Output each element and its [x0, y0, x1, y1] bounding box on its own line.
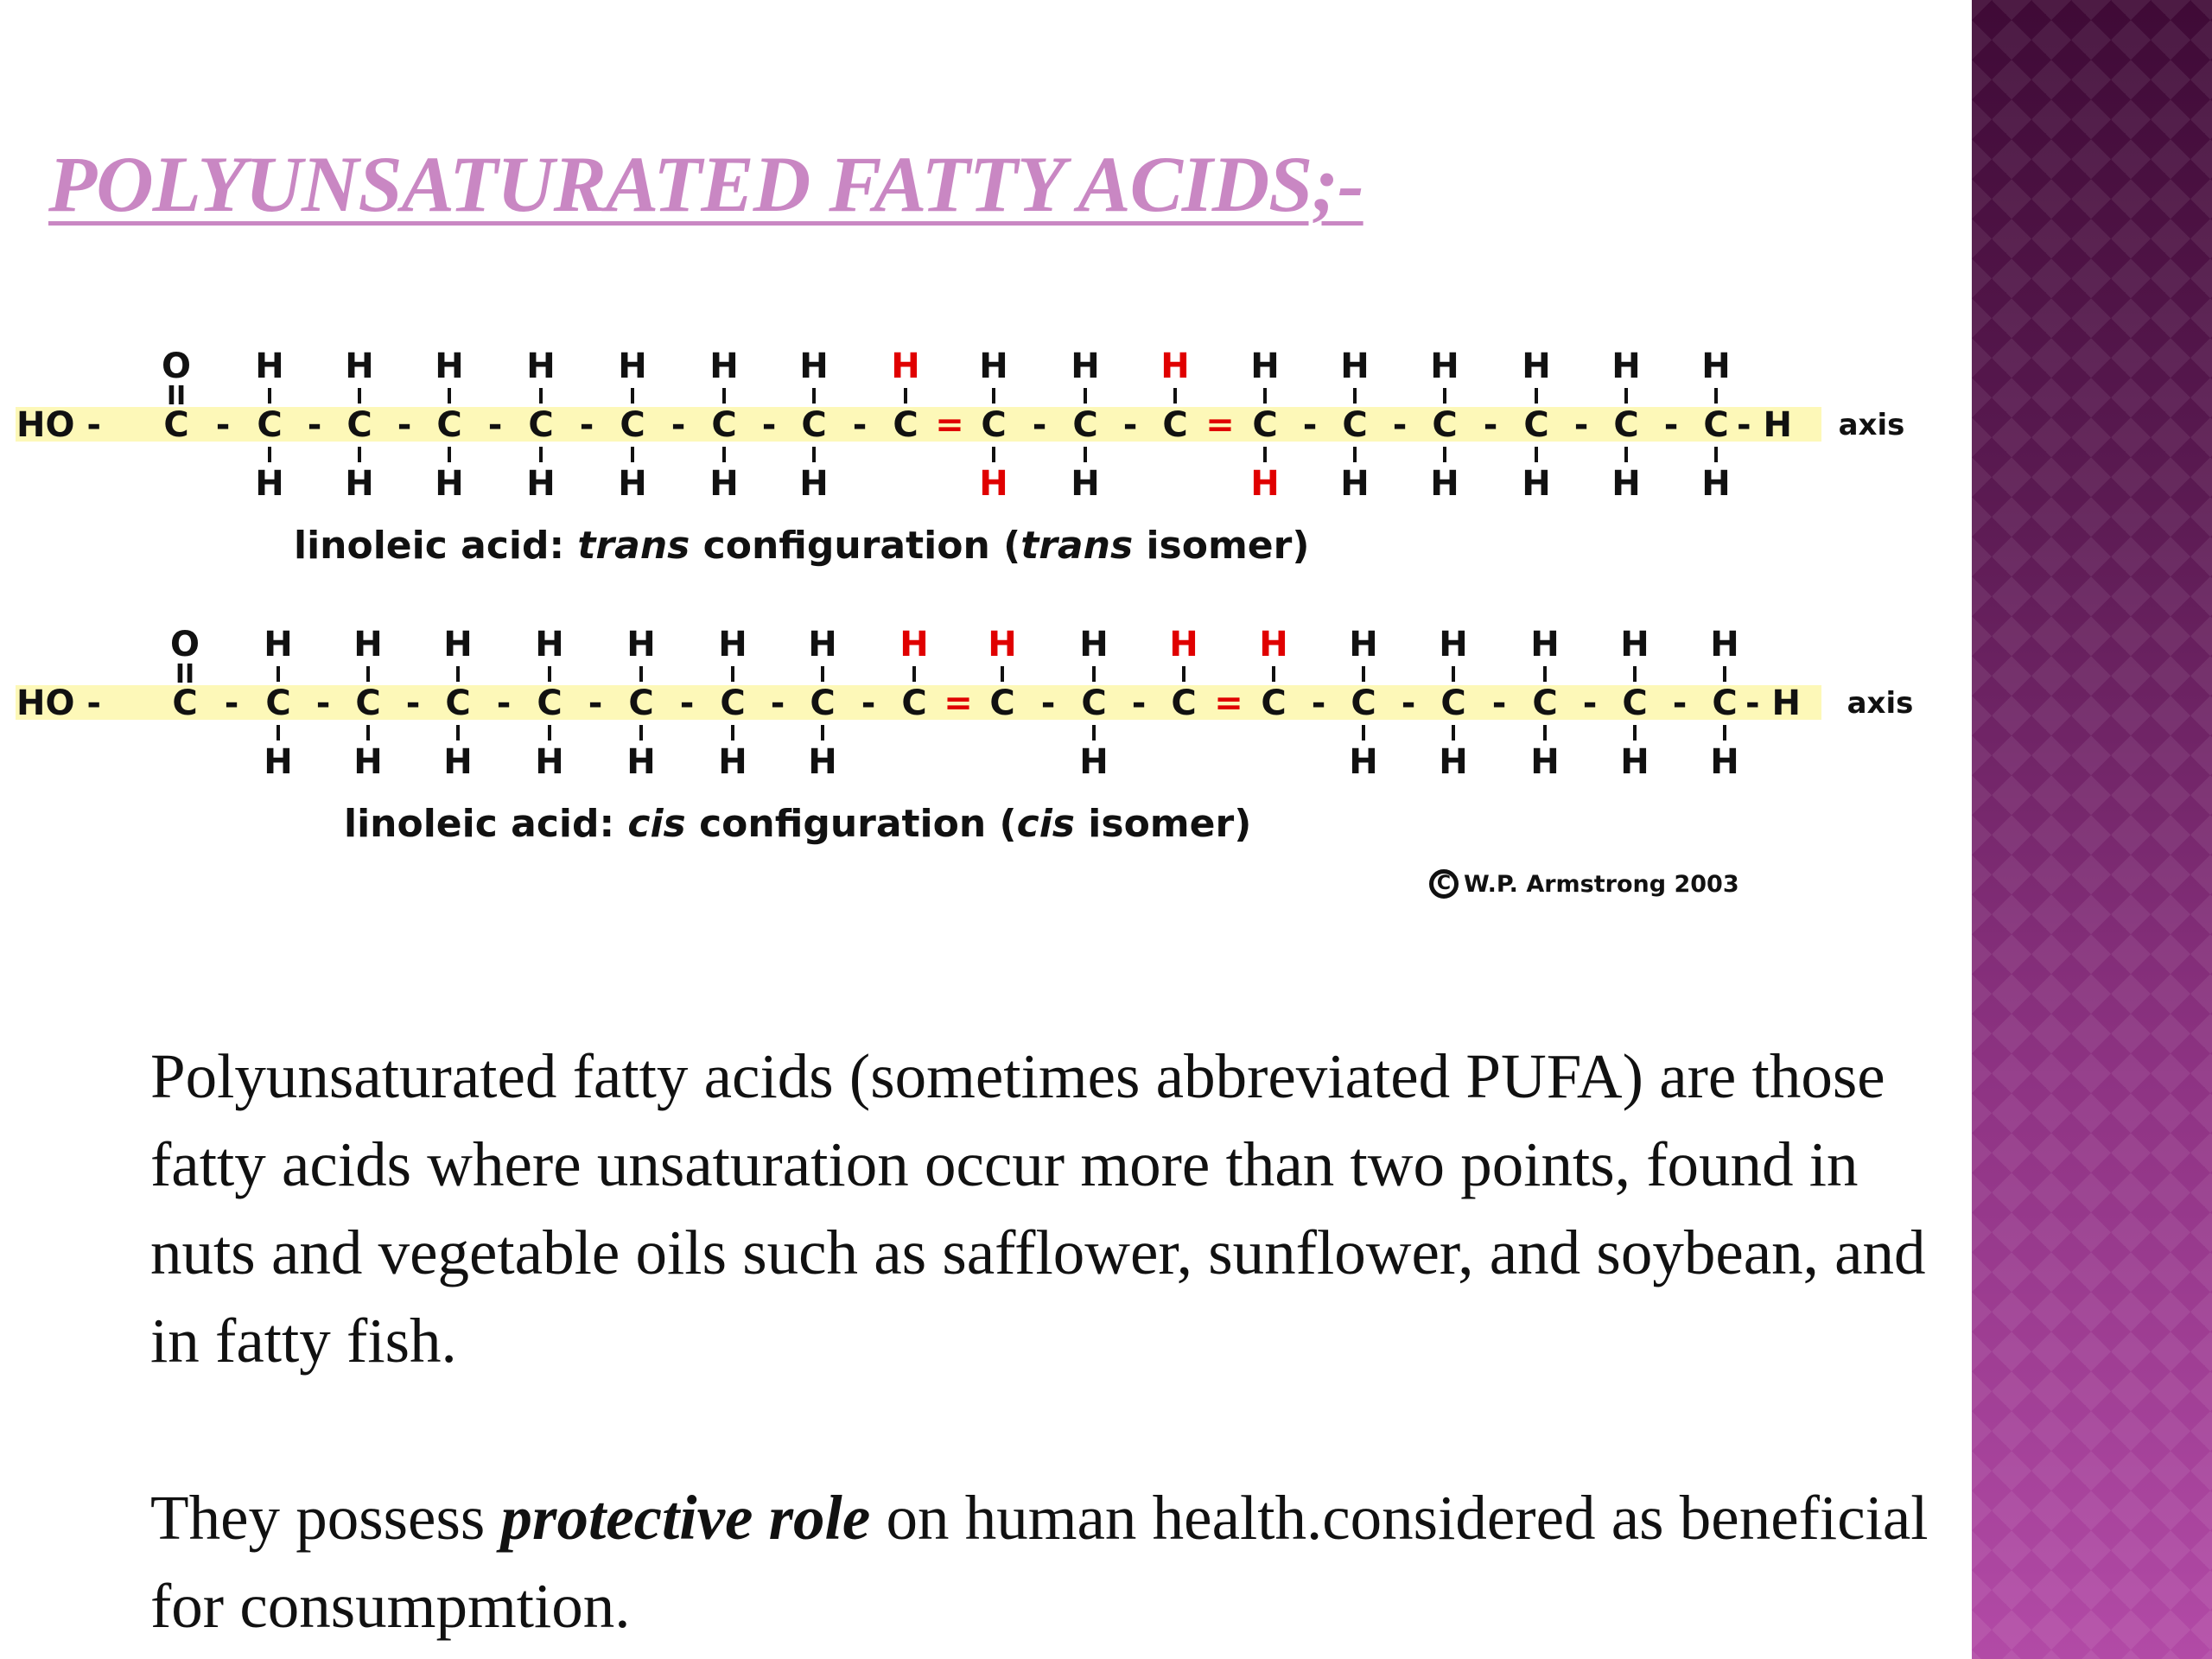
single-bond: -	[671, 405, 686, 445]
carbon-atom: C	[1252, 405, 1278, 445]
single-bond: -	[1672, 683, 1688, 723]
hydrogen-atom: H	[718, 742, 747, 782]
single-bond: -	[1401, 683, 1416, 723]
single-bond: -	[1582, 683, 1598, 723]
bond-line	[1535, 388, 1538, 404]
carbon-atom: C	[1072, 405, 1098, 445]
single-bond: -	[852, 405, 868, 445]
bond-line	[1633, 666, 1637, 682]
bond-line	[812, 447, 816, 462]
carbon-atom: C	[711, 405, 737, 445]
double-bond: =	[1214, 683, 1243, 723]
bond-line	[1182, 666, 1185, 682]
bond-line	[456, 666, 460, 682]
single-bond: -	[1491, 683, 1507, 723]
pufa-definition-paragraph: Polyunsaturated fatty acids (sometimes abbreviated PUFA) are those fatty acids where unsaturation occur more than two points, found in nuts and vegetable oils such as safflower, sunflower, and soybean, and in fatty fish.	[150, 1041, 1926, 1376]
bond-line	[731, 666, 734, 682]
carbon-atom: C	[1703, 405, 1729, 445]
hydrogen-atom: H	[799, 346, 829, 386]
axis-label: axis	[1847, 686, 1914, 721]
bond-line	[1353, 388, 1357, 404]
single-bond: -	[1122, 405, 1138, 445]
bond-line	[1723, 666, 1726, 682]
axis-highlight-band	[16, 405, 1821, 445]
carbon-atom: C	[1081, 683, 1107, 723]
hydrogen-atom: H	[264, 742, 293, 782]
carbon-atom: C	[346, 405, 372, 445]
side-decoration-band	[1972, 0, 2212, 1659]
bond-line	[1723, 725, 1726, 741]
bond-line	[276, 666, 280, 682]
protective-role-paragraph	[150, 1474, 1956, 1650]
bond-line	[548, 725, 551, 741]
bond-line	[448, 447, 451, 462]
hydrogen-atom: H	[1430, 464, 1459, 504]
hydrogen-atom: H	[709, 464, 739, 504]
hydrogen-atom: H	[345, 346, 374, 386]
copyright-notice	[1429, 869, 1739, 899]
bond-line	[548, 666, 551, 682]
hydrogen-atom: H	[443, 742, 473, 782]
bond-line	[268, 388, 271, 404]
single-bond: -	[1392, 405, 1408, 445]
bond-line	[1173, 388, 1177, 404]
cis-caption	[344, 802, 1251, 846]
bond-line	[904, 388, 907, 404]
hydroxyl-group: HO -	[16, 405, 102, 445]
hydrogen-atom: H	[1710, 625, 1739, 664]
hydrogen-atom: H	[1439, 742, 1468, 782]
carbon-atom: C	[265, 683, 291, 723]
hydrogen-atom: H	[618, 464, 647, 504]
hydrogen-atom: H	[535, 742, 564, 782]
hydrogen-atom: H	[353, 742, 383, 782]
bond-line	[1714, 388, 1718, 404]
slide-title: POLYUNSATURATED FATTY ACIDS;-	[48, 140, 1363, 228]
cis-caption-suffix: isomer)	[1074, 802, 1252, 846]
bond-line	[631, 388, 634, 404]
carbon-atom: C	[257, 405, 283, 445]
bond-line	[539, 447, 543, 462]
protective-role-emphasis: protective role	[500, 1483, 871, 1553]
hydrogen-atom: H	[1250, 346, 1280, 386]
bond-line	[1624, 447, 1628, 462]
hydrogen-atom: H	[626, 742, 656, 782]
hydrogen-atom: H	[1169, 625, 1198, 664]
bond-line	[1001, 666, 1004, 682]
single-bond: -	[496, 683, 512, 723]
hydrogen-atom: H	[264, 625, 293, 664]
double-bond: =	[1205, 405, 1235, 445]
hydrogen-atom: H	[526, 346, 556, 386]
hydrogen-atom: H	[1071, 346, 1100, 386]
single-bond: -	[1302, 405, 1318, 445]
bond-line	[1633, 725, 1637, 741]
hydrogen-atom: H	[1522, 464, 1551, 504]
carbon-atom: C	[1613, 405, 1639, 445]
carbon-atom: C	[981, 405, 1007, 445]
single-bond: -	[588, 683, 603, 723]
carbon-atom: C	[1351, 683, 1376, 723]
bond-line	[358, 447, 361, 462]
hydrogen-atom: H	[808, 625, 837, 664]
bond-line	[722, 388, 726, 404]
hydrogen-atom: H	[1620, 625, 1649, 664]
axis-label: axis	[1838, 408, 1905, 442]
diamond-pattern	[1972, 0, 2212, 1659]
para2-before: They possess	[150, 1483, 501, 1553]
single-bond: -	[770, 683, 785, 723]
bond-line	[1443, 388, 1446, 404]
hydrogen-atom: H	[979, 464, 1008, 504]
carbon-atom: C	[537, 683, 563, 723]
bond-line	[366, 725, 370, 741]
hydrogen-atom: H	[1430, 346, 1459, 386]
oxygen-atom: O	[169, 625, 200, 664]
carbon-atom: C	[528, 405, 554, 445]
hydrogen-atom: H	[1071, 464, 1100, 504]
terminal-hydrogen: - H	[1745, 683, 1802, 723]
hydrogen-atom: H	[988, 625, 1017, 664]
carbon-atom: C	[445, 683, 471, 723]
single-bond: -	[1663, 405, 1679, 445]
carbon-atom: C	[1171, 683, 1197, 723]
single-bond: -	[397, 405, 412, 445]
carbon-atom: C	[355, 683, 381, 723]
carbon-atom: C	[1440, 683, 1466, 723]
bond-line	[1624, 388, 1628, 404]
bond-line	[1362, 725, 1365, 741]
hydrogen-atom: H	[1701, 346, 1731, 386]
terminal-hydrogen: - H	[1736, 405, 1793, 445]
hydrogen-atom: H	[1439, 625, 1468, 664]
bond-line	[821, 666, 824, 682]
carbon-atom: C	[436, 405, 462, 445]
carbonyl-double-bond: II	[166, 381, 187, 411]
carbonyl-double-bond: II	[175, 659, 195, 690]
carbon-atom: C	[628, 683, 654, 723]
hydrogen-atom: H	[1611, 464, 1641, 504]
carbon-atom: C	[1432, 405, 1458, 445]
para2-after: on human health.considered as beneficial for consumpmtion.	[150, 1483, 1929, 1641]
trans-caption-em2: trans	[1020, 524, 1134, 568]
single-bond: -	[1032, 405, 1047, 445]
hydrogen-atom: H	[1530, 742, 1560, 782]
single-bond: -	[1131, 683, 1147, 723]
trans-caption-prefix: linoleic acid:	[294, 524, 578, 568]
carbon-atom: C	[1261, 683, 1287, 723]
bond-line	[1263, 388, 1267, 404]
single-bond: -	[215, 405, 231, 445]
copyright-text: W.P. Armstrong 2003	[1464, 870, 1739, 898]
bond-line	[1443, 447, 1446, 462]
bond-line	[1543, 666, 1547, 682]
bond-line	[1714, 447, 1718, 462]
hydrogen-atom: H	[1710, 742, 1739, 782]
bond-line	[912, 666, 916, 682]
bond-line	[1263, 447, 1267, 462]
hydrogen-atom: H	[899, 625, 929, 664]
hydrogen-atom: H	[1349, 742, 1378, 782]
hydrogen-atom: H	[353, 625, 383, 664]
carbon-atom: C	[1622, 683, 1648, 723]
hydrogen-atom: H	[626, 625, 656, 664]
hydrogen-atom: H	[1250, 464, 1280, 504]
bond-line	[1084, 388, 1087, 404]
hydrogen-atom: H	[1349, 625, 1378, 664]
bond-line	[821, 725, 824, 741]
hydrogen-atom: H	[1079, 625, 1109, 664]
hydrogen-atom: H	[979, 346, 1008, 386]
hydrogen-atom: H	[255, 464, 284, 504]
hydrogen-atom: H	[1620, 742, 1649, 782]
copyright-icon: C	[1429, 869, 1459, 899]
carbon-atom: C	[810, 683, 836, 723]
carbon-atom: C	[989, 683, 1015, 723]
bond-line	[992, 447, 995, 462]
carbon-atom: C	[1523, 405, 1549, 445]
carbon-atom: C	[620, 405, 645, 445]
hydroxyl-group: HO -	[16, 683, 102, 723]
carbon-atom: C	[893, 405, 918, 445]
cis-caption-em1: cis	[627, 802, 686, 846]
single-bond: -	[1573, 405, 1589, 445]
carbon-atom: C	[801, 405, 827, 445]
bond-line	[276, 725, 280, 741]
hydrogen-atom: H	[443, 625, 473, 664]
trans-caption-em1: trans	[577, 524, 690, 568]
hydrogen-atom: H	[255, 346, 284, 386]
bond-line	[1092, 725, 1096, 741]
trans-caption-mid: configuration (	[690, 524, 1021, 568]
bond-line	[631, 447, 634, 462]
bond-line	[1092, 666, 1096, 682]
hydrogen-atom: H	[1160, 346, 1190, 386]
hydrogen-atom: H	[1340, 346, 1370, 386]
bond-line	[1535, 447, 1538, 462]
hydrogen-atom: H	[1340, 464, 1370, 504]
single-bond: -	[1311, 683, 1326, 723]
bond-line	[1272, 666, 1275, 682]
bond-line	[722, 447, 726, 462]
bond-line	[1543, 725, 1547, 741]
cis-caption-prefix: linoleic acid:	[344, 802, 628, 846]
bond-line	[358, 388, 361, 404]
hydrogen-atom: H	[1611, 346, 1641, 386]
cis-caption-em2: cis	[1016, 802, 1075, 846]
single-bond: -	[307, 405, 322, 445]
single-bond: -	[861, 683, 876, 723]
hydrogen-atom: H	[535, 625, 564, 664]
double-bond: =	[935, 405, 964, 445]
hydrogen-atom: H	[709, 346, 739, 386]
single-bond: -	[315, 683, 331, 723]
bond-line	[1084, 447, 1087, 462]
hydrogen-atom: H	[526, 464, 556, 504]
bond-line	[1353, 447, 1357, 462]
carbon-atom: C	[1532, 683, 1558, 723]
bond-line	[1452, 725, 1455, 741]
hydrogen-atom: H	[1530, 625, 1560, 664]
oxygen-atom: O	[161, 346, 192, 386]
hydrogen-atom: H	[345, 464, 374, 504]
trans-caption	[294, 524, 1309, 568]
carbon-atom: C	[1162, 405, 1188, 445]
trans-caption-suffix: isomer)	[1133, 524, 1310, 568]
hydrogen-atom: H	[618, 346, 647, 386]
bond-line	[456, 725, 460, 741]
hydrogen-atom: H	[1522, 346, 1551, 386]
single-bond: -	[579, 405, 594, 445]
single-bond: -	[224, 683, 239, 723]
hydrogen-atom: H	[1259, 625, 1288, 664]
bond-line	[639, 666, 643, 682]
bond-line	[1362, 666, 1365, 682]
bond-line	[731, 725, 734, 741]
hydrogen-atom: H	[799, 464, 829, 504]
hydrogen-atom: H	[1701, 464, 1731, 504]
bond-line	[992, 388, 995, 404]
cis-caption-mid: configuration (	[685, 802, 1017, 846]
carbon-atom: C	[1712, 683, 1738, 723]
bond-line	[812, 388, 816, 404]
hydrogen-atom: H	[435, 464, 464, 504]
single-bond: -	[487, 405, 503, 445]
bond-line	[639, 725, 643, 741]
bond-line	[539, 388, 543, 404]
linoleic-acid-diagram	[16, 335, 1951, 923]
trans-isomer-structure	[16, 335, 1951, 508]
single-bond: -	[1040, 683, 1056, 723]
carbon-atom: C	[901, 683, 927, 723]
carbon-atom: C	[1342, 405, 1368, 445]
single-bond: -	[761, 405, 777, 445]
hydrogen-atom: H	[808, 742, 837, 782]
single-bond: -	[679, 683, 695, 723]
hydrogen-atom: H	[1079, 742, 1109, 782]
bond-line	[366, 666, 370, 682]
hydrogen-atom: H	[718, 625, 747, 664]
hydrogen-atom: H	[891, 346, 920, 386]
single-bond: -	[1483, 405, 1498, 445]
single-bond: -	[405, 683, 421, 723]
carbon-atom: C	[172, 683, 198, 723]
carbon-atom: C	[720, 683, 746, 723]
cis-isomer-structure	[16, 613, 1951, 786]
bond-line	[1452, 666, 1455, 682]
hydrogen-atom: H	[435, 346, 464, 386]
double-bond: =	[944, 683, 973, 723]
bond-line	[448, 388, 451, 404]
bond-line	[268, 447, 271, 462]
carbon-atom: C	[163, 405, 189, 445]
